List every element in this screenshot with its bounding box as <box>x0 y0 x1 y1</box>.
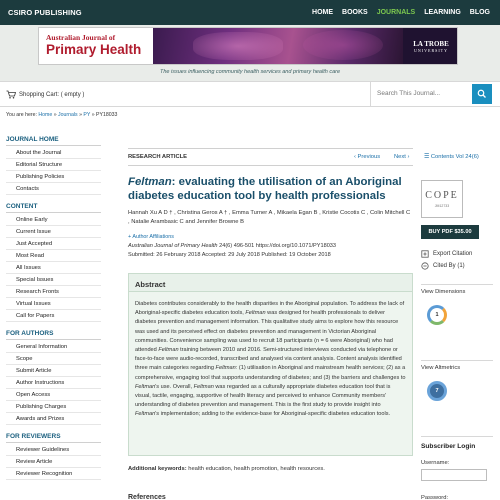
sidebar-item-about[interactable]: About the Journal <box>6 147 101 159</box>
nav-books[interactable]: BOOKS <box>342 9 368 16</box>
article-nav-bar <box>128 148 479 166</box>
sidebar-item-open-access[interactable]: Open Access <box>6 389 101 401</box>
publisher-logo[interactable]: CSIRO PUBLISHING <box>8 8 82 17</box>
subscriber-login <box>421 436 493 500</box>
title-rest: : evaluating the utilisation of an Aboriginal diabetes education tool by health professionals <box>128 176 402 202</box>
sidebar-heading[interactable]: FOR AUTHORS <box>6 330 101 340</box>
sidebar-item-online-early[interactable]: Online Early <box>6 214 101 226</box>
journal-tagline: The issues influencing community health services and primary health care <box>159 69 341 75</box>
abstract-italic: Feltman <box>193 383 214 390</box>
sidebar-section-journal-home <box>6 136 101 195</box>
journal-banner <box>0 25 500 81</box>
top-bar <box>0 0 500 25</box>
username-input[interactable] <box>421 469 487 481</box>
previous-link[interactable]: ‹ Previous <box>354 154 381 160</box>
cope-text: COPE <box>425 190 459 201</box>
sidebar-item-editorial[interactable]: Editorial Structure <box>6 159 101 171</box>
nav-journals[interactable]: JOURNALS <box>376 9 416 16</box>
search-icon <box>477 89 487 99</box>
username-label: Username: <box>421 460 450 466</box>
next-link[interactable]: Next › <box>394 154 410 160</box>
cart-icon <box>6 90 16 99</box>
article-title <box>128 176 413 203</box>
cited-by-link[interactable] <box>421 262 465 270</box>
abstract-italic: Feltman <box>135 411 156 418</box>
cart-label: Shopping Cart: ( empty ) <box>19 91 85 98</box>
export-citation-link[interactable] <box>421 250 472 258</box>
buy-pdf-button[interactable]: BUY PDF $35.00 <box>421 225 479 239</box>
sidebar-item-just-accepted[interactable]: Just Accepted <box>6 238 101 250</box>
article-type: RESEARCH ARTICLE <box>128 154 188 160</box>
previous-label: Previous <box>357 154 381 160</box>
sidebar-heading[interactable]: CONTENT <box>6 203 101 213</box>
abstract-body <box>128 292 413 456</box>
sidebar-item-review-article[interactable]: Review Article <box>6 456 101 468</box>
altmetrics-label: View Altmetrics <box>421 365 461 371</box>
sidebar-section-content <box>6 203 101 322</box>
sidebar-item-awards[interactable]: Awards and Prizes <box>6 413 101 425</box>
search-button[interactable] <box>472 84 492 104</box>
sidebar-item-contacts[interactable]: Contacts <box>6 183 101 195</box>
title-italic: Feltman <box>128 176 172 188</box>
abstract-text: 's use. Overall, <box>155 383 194 390</box>
sidebar-item-policies[interactable]: Publishing Policies <box>6 171 101 183</box>
keywords-label: Additional keywords: <box>128 466 187 472</box>
sidebar-item-reviewer-recognition[interactable]: Reviewer Recognition <box>6 468 101 480</box>
nav-learning[interactable]: LEARNING <box>424 9 461 16</box>
abstract-italic: Feltman <box>158 347 179 354</box>
abstract-heading: Abstract <box>128 273 413 292</box>
journal-title-line2: Primary Health <box>46 42 142 57</box>
breadcrumb-py[interactable]: PY <box>83 112 91 118</box>
sidebar-item-scope[interactable]: Scope <box>6 353 101 365</box>
sidebar-item-research-fronts[interactable]: Research Fronts <box>6 286 101 298</box>
la-trobe-logo <box>403 28 458 64</box>
journal-name: Australian Journal of Primary Health <box>128 243 218 249</box>
sidebar-section-for-reviewers <box>6 433 101 480</box>
nav-blog[interactable]: BLOG <box>469 9 490 16</box>
breadcrumb-home[interactable]: Home <box>38 112 53 118</box>
logo-subtext: UNIVERSITY <box>414 47 448 53</box>
dimensions-label: View Dimensions <box>421 289 466 295</box>
keywords-list: health education, health promotion, health resources. <box>186 466 325 472</box>
sidebar-section-for-authors <box>6 330 101 425</box>
journal-title-line1: Australian Journal of <box>46 33 116 42</box>
breadcrumb-current: PY18033 <box>96 112 118 118</box>
sidebar-heading[interactable]: JOURNAL HOME <box>6 136 101 146</box>
export-label: Export Citation <box>433 251 473 257</box>
nav-home[interactable]: HOME <box>312 9 334 16</box>
next-label: Next <box>394 154 406 160</box>
cited-by-label: Cited By (1) <box>433 263 465 269</box>
search-row <box>0 81 500 107</box>
altmetrics-widget[interactable] <box>421 360 493 412</box>
abstract-italic: Feltman <box>135 383 156 390</box>
breadcrumb-prefix: You are here: <box>6 112 39 118</box>
article-citation <box>128 242 413 260</box>
sidebar <box>6 136 101 488</box>
contents-label: Contents Vol 24(6) <box>430 154 479 160</box>
sidebar-item-current-issue[interactable]: Current Issue <box>6 226 101 238</box>
banner-image[interactable] <box>38 27 458 65</box>
additional-keywords <box>128 466 325 472</box>
export-icon <box>421 250 429 258</box>
breadcrumb <box>6 112 117 118</box>
abstract-text: was regarded as a culturally appropriate diabetes education tool that is visual, tactile, engaging, supportive of health literacy and perceived to enhance Community members' understanding of diabetes prevention and management. This is the first study to provide insight into <box>135 383 391 409</box>
breadcrumb-journals[interactable]: Journals <box>58 112 78 118</box>
author-affiliations-link[interactable]: + Author Affiliations <box>128 234 174 240</box>
top-nav <box>312 0 490 25</box>
sidebar-item-author-instructions[interactable]: Author Instructions <box>6 377 101 389</box>
password-label: Password: <box>421 495 449 500</box>
sidebar-item-virtual-issues[interactable]: Virtual Issues <box>6 298 101 310</box>
abstract-text: was designed for health professionals to deliver diabetes prevention and management information. This qualitative study aims to explore how this resource was used and its perceived effect on diabetes prevention and management in Victorian Aboriginal communities. Convenience sampling was used to recruit 18 participants (n = 6 were Aboriginal) who had attended <box>135 310 399 354</box>
sidebar-item-all-issues[interactable]: All Issues <box>6 262 101 274</box>
login-heading: Subscriber Login <box>421 436 493 450</box>
logo-text: LA TROBE <box>413 39 449 48</box>
shopping-cart[interactable] <box>6 90 84 99</box>
sidebar-item-submit-article[interactable]: Submit Article <box>6 365 101 377</box>
breadcrumb-separator: » <box>77 112 84 118</box>
altmetrics-badge[interactable]: 7 <box>427 381 447 401</box>
cope-logo[interactable] <box>421 180 463 218</box>
breadcrumb-separator: » <box>52 112 59 118</box>
references-heading: References <box>128 494 166 500</box>
sidebar-heading[interactable]: FOR REVIEWERS <box>6 433 101 443</box>
abstract-italic: Feltman <box>245 310 266 317</box>
list-icon: ☰ <box>424 154 430 160</box>
dimensions-badge[interactable]: 1 <box>427 305 447 325</box>
cope-membership: JM12733 <box>434 204 450 208</box>
article-dates: Submitted: 26 February 2018 Accepted: 29 July 2018 Published: 19 October 2018 <box>128 251 331 258</box>
sidebar-item-special-issues[interactable]: Special Issues <box>6 274 101 286</box>
dimensions-widget[interactable] <box>421 284 493 336</box>
cited-by-icon <box>421 262 429 270</box>
sidebar-item-reviewer-guidelines[interactable]: Reviewer Guidelines <box>6 444 101 456</box>
banner-artwork <box>153 28 403 64</box>
search-input[interactable]: Search This Journal... <box>370 82 472 106</box>
article-authors[interactable]: Hannah Xu A D † , Christina Geros A † , Emma Turner A , Mikaela Egan B , Kristie Cocotis C , Colin Mitchell C , Natalie Arambasic C and Jennifer Browne B <box>128 210 411 225</box>
abstract-text: : (1) utilisation in Aboriginal and mainstream health services; (2) as a comprehensive, engaging tool that supports understanding of diabetes; and (3) the barriers and challenges to <box>135 365 406 381</box>
sidebar-item-publishing-charges[interactable]: Publishing Charges <box>6 401 101 413</box>
sidebar-item-most-read[interactable]: Most Read <box>6 250 101 262</box>
abstract-italic: Feltman <box>215 365 236 372</box>
contents-link[interactable] <box>424 154 479 160</box>
sidebar-item-general-info[interactable]: General Information <box>6 341 101 353</box>
journal-title <box>39 28 153 64</box>
abstract-text: training between 2010 and 2016. Semi-structured interviews conducted via telephone or face-to-face were audio-recorded, transcribed and analysed via content analysis. Content analysis identified three main categories regarding <box>135 347 402 372</box>
breadcrumb-separator: » <box>90 112 97 118</box>
abstract-text: 's implementation; adding to the evidence-base for Aboriginal-specific diabetes education tools. <box>155 411 391 418</box>
citation-details[interactable]: 24(6) 496-501 https://doi.org/10.1071/PY18033 <box>217 243 337 249</box>
abstract-text: Diabetes contributes considerably to the health disparities in the Aboriginal population. To address the lack of Aboriginal-specific diabetes education tools, <box>135 301 405 317</box>
sidebar-item-call-for-papers[interactable]: Call for Papers <box>6 310 101 322</box>
